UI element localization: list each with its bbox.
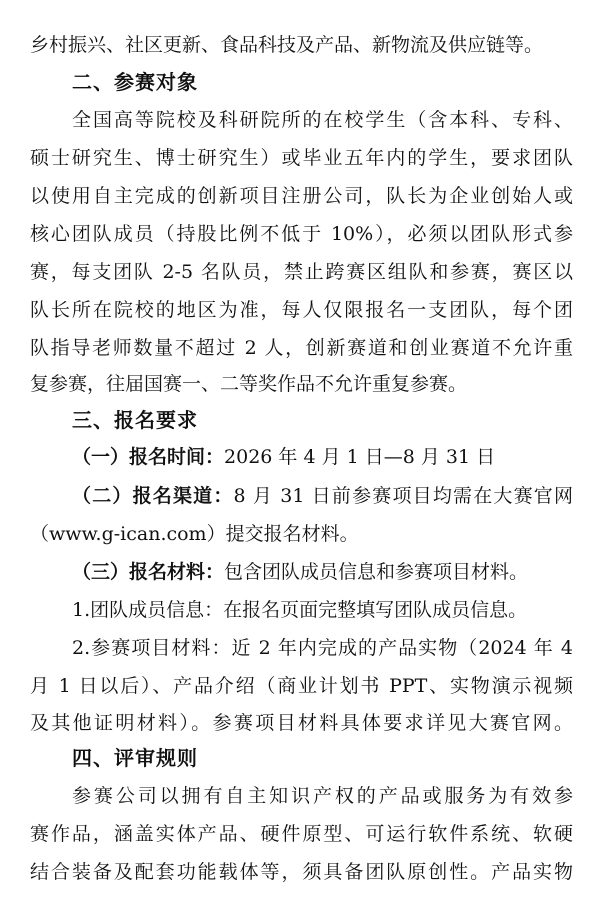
- section2-line-4: 核心团队成员（持股比例不低于 10%），必须以团队形式参: [30, 223, 573, 245]
- section2-line-8: 复参赛，往届国赛一、二等奖作品不允许重复参赛。: [30, 373, 468, 395]
- section3-sub2-line-2: 月 1 日以后）、产品介绍（商业计划书 PPT、实物演示视频: [30, 675, 573, 697]
- item1-label: （一）报名时间：: [72, 446, 225, 468]
- section3-item2-cont: （www.g-ican.com）提交报名材料。: [30, 523, 359, 545]
- paragraph-text: 乡村振兴、社区更新、食品科技及产品、新物流及供应链等。: [30, 34, 544, 56]
- section3-sub2-line-3: 及其他证明材料）。参赛项目材料具体要求详见大赛官网。: [30, 712, 573, 734]
- section2-line-2: 硕士研究生、博士研究生）或毕业五年内的学生，要求团队: [30, 147, 573, 169]
- section2-line-5: 赛，每支团队 2-5 名队员，禁止跨赛区组队和参赛，赛区以: [30, 261, 573, 283]
- section2-line-7: 队指导老师数量不超过 2 人，创新赛道和创业赛道不允许重: [30, 337, 573, 359]
- section3-item3: [0, 552, 603, 592]
- item3-label: （三）报名材料：: [72, 561, 225, 583]
- section4-heading: 四、评审规则: [72, 746, 198, 770]
- section2-line-3: 以使用自主完成的创新项目注册公司，队长为企业创始人或: [30, 185, 573, 207]
- item1-text: 2026 年 4 月 1 日—8 月 31 日: [224, 446, 496, 468]
- section3-sub2-line-1: 2.参赛项目材料：近 2 年内完成的产品实物（2024 年 4: [72, 637, 573, 659]
- section3-sub1: 1.团队成员信息：在报名页面完整填写团队成员信息。: [72, 599, 528, 621]
- section1-tail-line: [0, 25, 603, 65]
- section2-line-1: 全国高等院校及科研院所的在校学生（含本科、专科、: [72, 109, 573, 131]
- section4-line-3: 结合装备及配套功能载体等，须具备团队原创性。产品实物: [30, 861, 573, 883]
- item2-label: （二）报名渠道：: [72, 485, 234, 507]
- section4-line-1: 参赛公司以拥有自主知识产权的产品或服务为有效参: [72, 785, 573, 807]
- section2-line-6: 队长所在院校的地区为准，每人仅限报名一支团队，每个团: [30, 299, 573, 321]
- section3-heading: 三、报名要求: [72, 408, 198, 432]
- item2-text: 8 月 31 日前参赛项目均需在大赛官网: [233, 485, 573, 507]
- section3-item1: [0, 437, 603, 477]
- section4-line-2: 赛作品，涵盖实体产品、硬件原型、可运行软件系统、软硬: [30, 823, 573, 845]
- section3-item2: [0, 476, 603, 516]
- item3-text: 包含团队成员信息和参赛项目材料。: [224, 561, 529, 583]
- section2-heading: 二、参赛对象: [72, 70, 198, 94]
